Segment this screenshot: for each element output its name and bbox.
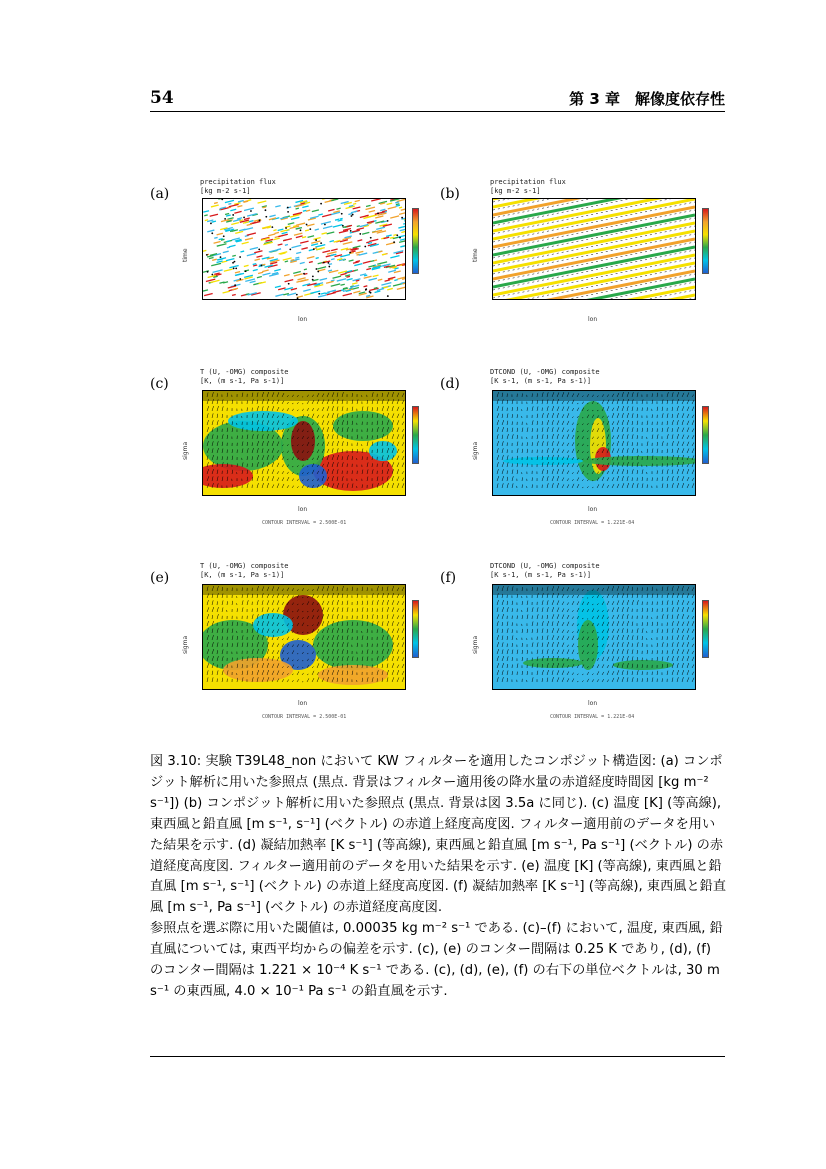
panel-d-title: DTCOND (U, -OMG) composite — [490, 368, 600, 376]
panel-c-colorbar — [412, 406, 419, 464]
panel-b-colorbar — [702, 208, 709, 274]
panel-b-title: precipitation flux — [490, 178, 566, 186]
panel-e — [180, 560, 425, 735]
panel-a-xlabel: lon — [298, 316, 308, 323]
panel-c-contour-note: CONTOUR INTERVAL = 2.500E-01 — [262, 520, 347, 526]
panel-d — [468, 366, 718, 546]
panel-c-xlabel: lon — [298, 506, 308, 513]
panel-a — [180, 176, 425, 346]
panel-c-title: T (U, -OMG) composite — [200, 368, 289, 376]
panel-b-plot — [492, 198, 696, 300]
panel-e-subtitle: [K, (m s-1, Pa s-1)] — [200, 571, 285, 579]
panel-c — [180, 366, 425, 546]
panel-a-subtitle: [kg m-2 s-1] — [200, 187, 251, 195]
panel-b — [468, 176, 718, 346]
figure-caption — [150, 752, 728, 1003]
panel-e-ylabel: sigma — [182, 635, 189, 654]
caption-main: 図 3.10: 実験 T39L48_non において KW フィルターを適用したコンポジット構造図: (a) コンポジット解析に用いた参照点 (黒点. 背景はフィルター適用後の降水量の赤道経度時間図 [kg m⁻² s⁻¹]) (b) コンポジット解析に用いた参照点 (黒点. 背景は図 3.5a に同じ). (c) 温度 [K] (等高線), 東西風と鉛直風 [m s⁻¹, s⁻¹] (ベクトル) の赤道上経度高度図. フィルター適用前のデータを用いた結果を示す. (d) 凝結加熱率 [K s⁻¹] (等高線), 東西風と鉛直風 [m s⁻¹, Pa s⁻¹] (ベクトル) の赤道経度高度図. フィルター適用前のデータを用いた結果を示す. (e) 温度 [K] (等高線), 東西風と鉛直風 [m s⁻¹, s⁻¹] (ベクトル) の赤道上経度高度図. (f) 凝結加熱率 [K s⁻¹] (等高線), 東西風と鉛直風 [m s⁻¹, Pa s⁻¹] (ベクトル) の赤道経度高度図. — [150, 754, 727, 916]
panel-a-title: precipitation flux — [200, 178, 276, 186]
panel-d-plot — [492, 390, 696, 496]
header-rule — [150, 111, 725, 112]
panel-d-colorbar — [702, 406, 709, 464]
panel-f-colorbar — [702, 600, 709, 658]
panel-b-ylabel: time — [472, 248, 479, 262]
panel-d-contour-note: CONTOUR INTERVAL = 1.221E-04 — [550, 520, 635, 526]
panel-d-ylabel: sigma — [472, 441, 479, 460]
panel-c-ylabel: sigma — [182, 441, 189, 460]
panel-label-b: (b) — [440, 186, 460, 202]
panel-e-xlabel: lon — [298, 700, 308, 707]
panel-e-contour-note: CONTOUR INTERVAL = 2.500E-01 — [262, 714, 347, 720]
footer-rule — [150, 1056, 725, 1057]
panel-c-plot — [202, 390, 406, 496]
panel-a-ylabel: time — [182, 248, 189, 262]
panel-f-xlabel: lon — [588, 700, 598, 707]
panel-a-colorbar — [412, 208, 419, 274]
page-number: 54 — [150, 88, 174, 108]
panel-f-ylabel: sigma — [472, 635, 479, 654]
panel-f-contour-note: CONTOUR INTERVAL = 1.221E-04 — [550, 714, 635, 720]
panel-a-plot — [202, 198, 406, 300]
panel-label-f: (f) — [440, 570, 457, 586]
panel-d-xlabel: lon — [588, 506, 598, 513]
panel-f-title: DTCOND (U, -OMG) composite — [490, 562, 600, 570]
panel-label-a: (a) — [150, 186, 170, 202]
panel-e-plot — [202, 584, 406, 690]
panel-b-subtitle: [kg m-2 s-1] — [490, 187, 541, 195]
panel-d-subtitle: [K s-1, (m s-1, Pa s-1)] — [490, 377, 592, 385]
panel-label-c: (c) — [150, 376, 169, 392]
panel-b-xlabel: lon — [588, 316, 598, 323]
panel-f-subtitle: [K s-1, (m s-1, Pa s-1)] — [490, 571, 592, 579]
caption-notes: 参照点を選ぶ際に用いた閾値は, 0.00035 kg m⁻² s⁻¹ である. (c)–(f) において, 温度, 東西風, 鉛直風については, 東西平均からの偏差を示す. (c), (e) のコンター間隔は 0.25 K であり, (d), (f) のコンター間隔は 1.221 × 10⁻⁴ K s⁻¹ である. (c), (d), (e), (f) の右下の単位ベクトルは, 30 m s⁻¹ の東西風, 4.0 × 10⁻¹ Pa s⁻¹ の鉛直風を示す. — [150, 921, 723, 999]
panel-c-subtitle: [K, (m s-1, Pa s-1)] — [200, 377, 285, 385]
panel-e-title: T (U, -OMG) composite — [200, 562, 289, 570]
panel-e-colorbar — [412, 600, 419, 658]
panel-f — [468, 560, 718, 735]
page-header — [150, 88, 725, 112]
panel-label-e: (e) — [150, 570, 170, 586]
panel-f-plot — [492, 584, 696, 690]
panel-label-d: (d) — [440, 376, 460, 392]
chapter-title: 第 3 章 解像度依存性 — [569, 90, 725, 108]
